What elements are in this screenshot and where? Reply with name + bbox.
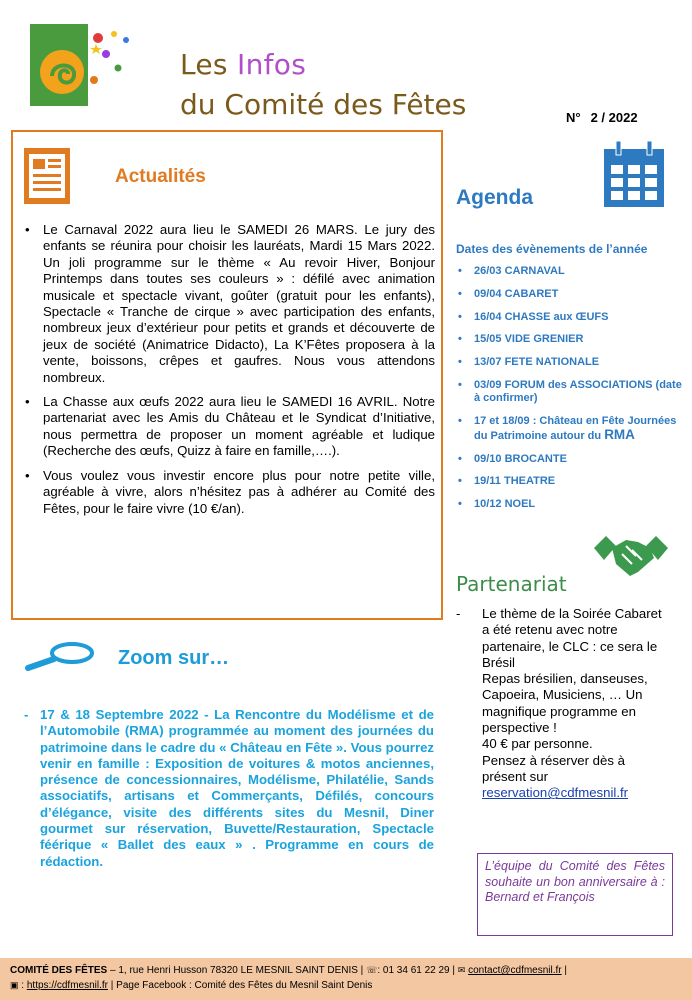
footer-org: COMITÉ DES FÊTES xyxy=(10,965,108,976)
agenda-item: • 09/10 BROCANTE xyxy=(456,453,688,466)
web-icon: ▣ xyxy=(10,980,19,990)
agenda-title: Agenda xyxy=(456,186,534,209)
phone-icon: ☏ xyxy=(366,965,378,975)
calendar-icon xyxy=(604,141,664,207)
agenda-item: • 26/03 CARNAVAL xyxy=(456,265,688,278)
agenda-item-text: 17 et 18/09 : Château en Fête Journées du Patrimoine autour du xyxy=(474,414,677,442)
agenda-item: • 19/11 THEATRE xyxy=(456,475,688,488)
footer: COMITÉ DES FÊTES – 1, rue Henri Husson 78320 LE MESNIL SAINT DENIS | ☏: 01 34 61 22 29 | ✉ contact@cdfmesnil.fr | ▣ : https://cdfmesnil.fr | Page Facebook : Comité des Fêtes du Mesnil Saint Denis xyxy=(0,958,692,1000)
agenda-item: • 03/09 FORUM des ASSOCIATIONS (date à confirmer) xyxy=(456,379,688,405)
agenda-item: • 15/05 VIDE GRENIER xyxy=(456,333,688,346)
footer-website-link[interactable]: https://cdfmesnil.fr xyxy=(26,980,108,991)
footer-sep: | xyxy=(561,965,568,976)
issue-value: 2 / 2022 xyxy=(590,110,638,125)
agenda-item: • 10/12 NOEL xyxy=(456,498,688,511)
actualites-title: Actualités xyxy=(115,166,206,187)
newsletter-title xyxy=(180,48,306,81)
magnifier-icon xyxy=(24,641,96,671)
actualites-item: • Le Carnaval 2022 aura lieu le SAMEDI 26 MARS. Le jury des enfants se réunira pour choisir les lauréats, Mardi 15 Mars 2022. Un joli programme sur le thème « Au revoir Hiver, Bonjour Printemps dans toutes ses couleurs » : défilé avec animation musicale et spectacle vivant, goûter (gratuit pour les enfants), Spectacle « Tranche de cirque » avec participation des enfants, nombreux jeux d’extérieur pour petits et grands et découverte de jeux de société (Animatrice Didacto), La K’Fêtes proposera à la vente, boissons, crêpes et gaufres. Nous vous attendons nombreux. xyxy=(25,222,435,386)
handshake-icon xyxy=(592,526,670,580)
issue-label: N° xyxy=(566,110,581,125)
partenariat-dash: - xyxy=(456,606,461,621)
footer-facebook: | Page Facebook : Comité des Fêtes du Mesnil Saint Denis xyxy=(108,980,373,991)
newsletter-subtitle: du Comité des Fêtes xyxy=(180,88,467,121)
partenariat-text xyxy=(482,606,672,802)
issue-number xyxy=(566,110,638,125)
actualites-section xyxy=(11,130,443,620)
newspaper-icon xyxy=(24,148,70,204)
comite-logo xyxy=(30,24,152,106)
partenariat-line: Pensez à réserver dès à présent sur xyxy=(482,752,625,784)
zoom-title: Zoom sur… xyxy=(118,647,230,669)
actualites-list xyxy=(25,222,435,525)
partenariat-title: Partenariat xyxy=(456,572,567,596)
title-infos: Infos xyxy=(237,48,307,81)
partenariat-line: Repas brésilien, danseuses, Capoeira, Musiciens, … Un magnifique programme en perspective ! xyxy=(482,671,648,736)
title-les: Les xyxy=(180,48,238,81)
footer-phone: : 01 34 61 22 29 | xyxy=(377,965,455,976)
footer-email-link[interactable]: contact@cdfmesnil.fr xyxy=(468,965,562,976)
footer-address: – 1, rue Henri Husson 78320 LE MESNIL SAINT DENIS | xyxy=(107,965,364,976)
actualites-item: • Vous voulez vous investir encore plus pour notre petite ville, agréable à vivre, alors n’hésitez pas à adhérer au Comité des Fêtes, pour le faire vivre (10 €/an). xyxy=(25,468,435,517)
partenariat-line: Le thème de la Soirée Cabaret a été retenu avec notre partenaire, le CLC : ce sera le Brésil xyxy=(482,606,662,670)
email-icon: ✉ xyxy=(457,965,466,975)
agenda-item: • 16/04 CHASSE aux ŒUFS xyxy=(456,311,688,324)
zoom-text: 17 & 18 Septembre 2022 - La Rencontre du Modélisme et de l’Automobile (RMA) programmée au moment des journées du patrimoine dans le cadre du « Château en Fête ». Vous pourrez venir en famille : Exposition de voitures & motos anciennes, présence de concessionnaires, Modélisme, Philatélie, Sands associatifs, artisans et Commerçants, Défilés, concours d’élégance, visite des différents sites du Mesnil, Diner gourmet sur réservation, Buvette/Restauration, Spectacle féérique « Ballet des eaux » . Programme en cours de rédaction. xyxy=(40,707,434,869)
agenda-item-rma xyxy=(456,415,688,443)
agenda-rma: RMA xyxy=(604,426,635,442)
zoom-dash: - xyxy=(24,707,29,722)
agenda-item: • 09/04 CABARET xyxy=(456,288,688,301)
birthday-wish-box: L’équipe du Comité des Fêtes souhaite un bon anniversaire à : Bernard et François xyxy=(477,853,673,936)
partenariat-line: 40 € par personne. xyxy=(482,736,593,752)
actualites-item: • La Chasse aux œufs 2022 aura lieu le SAMEDI 16 AVRIL. Notre partenariat avec les Amis du Château et le Syndicat d’Initiative, nous permettra de proposer un moment agréable et ludique (Recherche des œufs, Quizz à faire en famille,….). xyxy=(25,394,435,460)
agenda-item: • 13/07 FETE NATIONALE xyxy=(456,356,688,369)
reservation-email-link[interactable]: reservation@cdfmesnil.fr xyxy=(482,785,629,801)
agenda-list xyxy=(456,265,688,521)
agenda-subtitle: Dates des évènements de l’année xyxy=(456,242,648,256)
